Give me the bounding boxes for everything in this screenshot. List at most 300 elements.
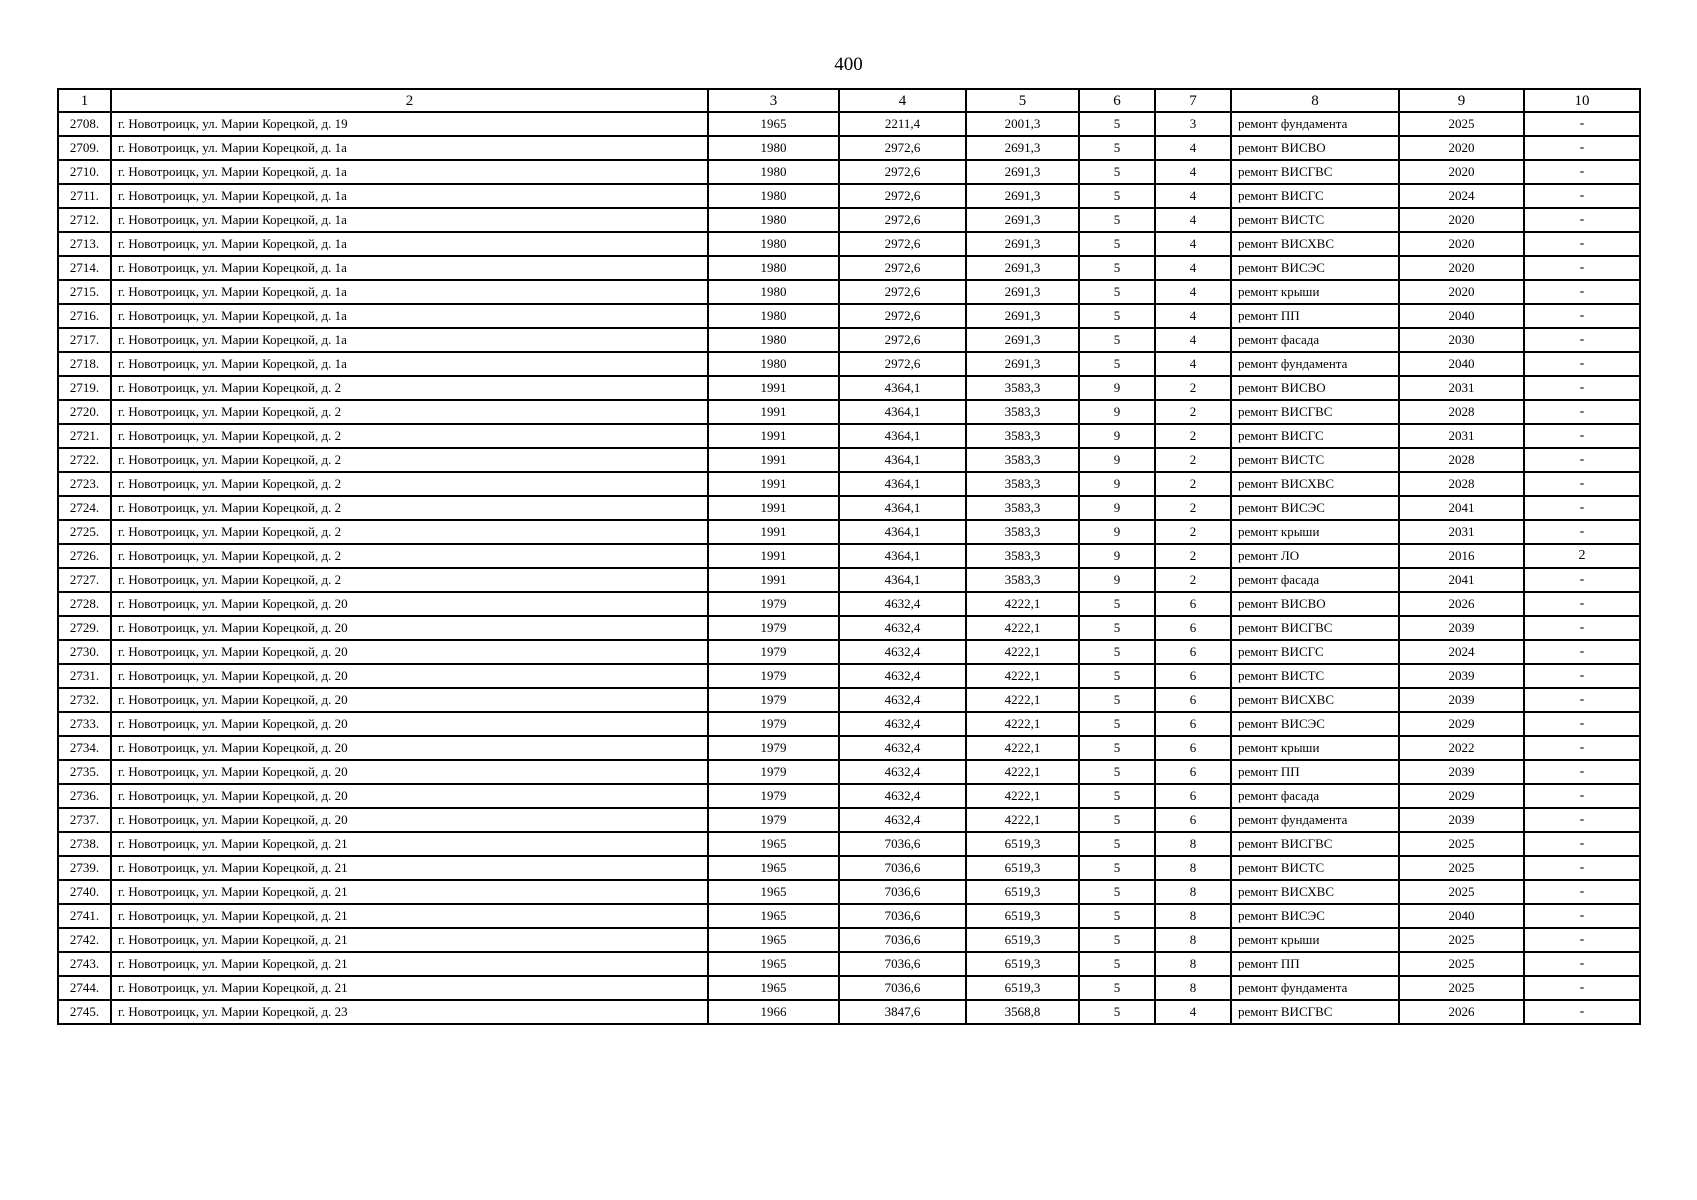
table-cell-col-3: 1980 (708, 328, 839, 352)
table-cell-col-8: ремонт ВИСХВС (1231, 472, 1399, 496)
table-cell-col-7: 6 (1155, 688, 1231, 712)
table-row (58, 448, 1640, 472)
table-cell-col-9: 2041 (1399, 568, 1524, 592)
table-cell-col-6: 5 (1079, 832, 1155, 856)
table-cell-col-4: 4364,1 (839, 448, 966, 472)
table-cell-col-1: 2738. (58, 832, 111, 856)
page-number: 400 (834, 54, 863, 75)
table-cell-col-3: 1980 (708, 184, 839, 208)
column-header-6: 6 (1079, 89, 1155, 112)
table-cell-col-10: - (1524, 760, 1640, 784)
table-cell-col-6: 9 (1079, 376, 1155, 400)
table-cell-col-10: - (1524, 376, 1640, 400)
table-cell-col-9: 2020 (1399, 160, 1524, 184)
table-cell-col-2: г. Новотроицк, ул. Марии Корецкой, д. 21 (111, 856, 708, 880)
table-cell-col-1: 2728. (58, 592, 111, 616)
table-cell-col-5: 6519,3 (966, 952, 1079, 976)
table-cell-col-4: 7036,6 (839, 928, 966, 952)
table-cell-col-5: 2691,3 (966, 184, 1079, 208)
table-cell-col-6: 5 (1079, 976, 1155, 1000)
table-cell-col-7: 4 (1155, 208, 1231, 232)
table-cell-col-3: 1980 (708, 304, 839, 328)
table-cell-col-5: 2691,3 (966, 352, 1079, 376)
table-cell-col-5: 6519,3 (966, 856, 1079, 880)
table-cell-col-2: г. Новотроицк, ул. Марии Корецкой, д. 2 (111, 568, 708, 592)
table-cell-col-10: - (1524, 256, 1640, 280)
table-cell-col-1: 2730. (58, 640, 111, 664)
table-cell-col-3: 1980 (708, 256, 839, 280)
table-row (58, 304, 1640, 328)
table-cell-col-2: г. Новотроицк, ул. Марии Корецкой, д. 1а (111, 328, 708, 352)
table-cell-col-3: 1991 (708, 376, 839, 400)
table-cell-col-6: 5 (1079, 232, 1155, 256)
table-cell-col-4: 4632,4 (839, 688, 966, 712)
table-cell-col-2: г. Новотроицк, ул. Марии Корецкой, д. 21 (111, 928, 708, 952)
table-cell-col-8: ремонт ВИСТС (1231, 448, 1399, 472)
table-cell-col-8: ремонт ВИСХВС (1231, 688, 1399, 712)
table-cell-col-2: г. Новотроицк, ул. Марии Корецкой, д. 19 (111, 112, 708, 136)
table-cell-col-1: 2714. (58, 256, 111, 280)
table-cell-col-10: - (1524, 736, 1640, 760)
table-cell-col-9: 2028 (1399, 472, 1524, 496)
table-cell-col-5: 6519,3 (966, 904, 1079, 928)
table-cell-col-3: 1979 (708, 640, 839, 664)
table-cell-col-10: - (1524, 304, 1640, 328)
table-cell-col-6: 5 (1079, 280, 1155, 304)
table-cell-col-8: ремонт ВИСГС (1231, 640, 1399, 664)
table-cell-col-1: 2739. (58, 856, 111, 880)
table-cell-col-6: 5 (1079, 784, 1155, 808)
table-cell-col-9: 2025 (1399, 928, 1524, 952)
table-cell-col-9: 2039 (1399, 760, 1524, 784)
table-row (58, 544, 1640, 568)
table-cell-col-6: 9 (1079, 568, 1155, 592)
table-cell-col-3: 1980 (708, 352, 839, 376)
table-row (58, 760, 1640, 784)
table-cell-col-9: 2040 (1399, 352, 1524, 376)
table-cell-col-1: 2716. (58, 304, 111, 328)
table-cell-col-4: 4364,1 (839, 400, 966, 424)
table-cell-col-2: г. Новотроицк, ул. Марии Корецкой, д. 1а (111, 352, 708, 376)
table-row (58, 832, 1640, 856)
table-cell-col-4: 7036,6 (839, 880, 966, 904)
column-header-8: 8 (1231, 89, 1399, 112)
table-cell-col-7: 8 (1155, 928, 1231, 952)
table-cell-col-10: - (1524, 496, 1640, 520)
table-cell-col-5: 3583,3 (966, 544, 1079, 568)
table-cell-col-3: 1966 (708, 1000, 839, 1024)
table-cell-col-6: 5 (1079, 112, 1155, 136)
table-cell-col-5: 4222,1 (966, 592, 1079, 616)
table-cell-col-4: 7036,6 (839, 976, 966, 1000)
table-cell-col-10: - (1524, 136, 1640, 160)
table-cell-col-6: 5 (1079, 304, 1155, 328)
table-row (58, 328, 1640, 352)
table-cell-col-8: ремонт ВИСТС (1231, 208, 1399, 232)
table-cell-col-5: 4222,1 (966, 640, 1079, 664)
table-cell-col-7: 6 (1155, 760, 1231, 784)
table-cell-col-10: - (1524, 784, 1640, 808)
column-header-10: 10 (1524, 89, 1640, 112)
table-cell-col-7: 8 (1155, 832, 1231, 856)
table-cell-col-3: 1965 (708, 856, 839, 880)
table-cell-col-1: 2727. (58, 568, 111, 592)
table-cell-col-8: ремонт ВИСГВС (1231, 160, 1399, 184)
table-cell-col-10: - (1524, 688, 1640, 712)
table-row (58, 952, 1640, 976)
table-cell-col-10: - (1524, 928, 1640, 952)
table-cell-col-8: ремонт крыши (1231, 280, 1399, 304)
table-cell-col-6: 5 (1079, 256, 1155, 280)
table-cell-col-5: 4222,1 (966, 616, 1079, 640)
header-row (58, 89, 1640, 112)
table-cell-col-10: - (1524, 952, 1640, 976)
table-cell-col-1: 2726. (58, 544, 111, 568)
table-cell-col-2: г. Новотроицк, ул. Марии Корецкой, д. 2 (111, 544, 708, 568)
table-cell-col-10: - (1524, 664, 1640, 688)
table-cell-col-1: 2715. (58, 280, 111, 304)
table-cell-col-8: ремонт фасада (1231, 328, 1399, 352)
table-cell-col-2: г. Новотроицк, ул. Марии Корецкой, д. 2 (111, 448, 708, 472)
table-cell-col-1: 2742. (58, 928, 111, 952)
table-cell-col-2: г. Новотроицк, ул. Марии Корецкой, д. 1а (111, 304, 708, 328)
table-cell-col-2: г. Новотроицк, ул. Марии Корецкой, д. 21 (111, 976, 708, 1000)
table-row (58, 400, 1640, 424)
table-row (58, 424, 1640, 448)
table-cell-col-4: 4632,4 (839, 592, 966, 616)
table-cell-col-6: 5 (1079, 616, 1155, 640)
table-cell-col-5: 2691,3 (966, 280, 1079, 304)
table-cell-col-9: 2026 (1399, 1000, 1524, 1024)
table-cell-col-8: ремонт крыши (1231, 736, 1399, 760)
table-cell-col-1: 2717. (58, 328, 111, 352)
table-cell-col-8: ремонт ВИСХВС (1231, 232, 1399, 256)
table-cell-col-8: ремонт фасада (1231, 784, 1399, 808)
table-cell-col-6: 9 (1079, 496, 1155, 520)
table-cell-col-8: ремонт ВИСЭС (1231, 256, 1399, 280)
table-cell-col-6: 5 (1079, 952, 1155, 976)
table-cell-col-5: 4222,1 (966, 712, 1079, 736)
table-cell-col-5: 3583,3 (966, 400, 1079, 424)
table-cell-col-2: г. Новотроицк, ул. Марии Корецкой, д. 1а (111, 208, 708, 232)
table-cell-col-3: 1979 (708, 592, 839, 616)
table-cell-col-1: 2731. (58, 664, 111, 688)
table-cell-col-9: 2041 (1399, 496, 1524, 520)
table-cell-col-6: 5 (1079, 640, 1155, 664)
table-cell-col-3: 1980 (708, 136, 839, 160)
table-cell-col-4: 4632,4 (839, 640, 966, 664)
table-cell-col-1: 2720. (58, 400, 111, 424)
table-cell-col-3: 1980 (708, 232, 839, 256)
table-cell-col-9: 2039 (1399, 808, 1524, 832)
table-cell-col-2: г. Новотроицк, ул. Марии Корецкой, д. 20 (111, 616, 708, 640)
table-cell-col-7: 4 (1155, 256, 1231, 280)
table-cell-col-3: 1991 (708, 496, 839, 520)
table-cell-col-9: 2022 (1399, 736, 1524, 760)
table-cell-col-4: 4364,1 (839, 496, 966, 520)
table-cell-col-9: 2039 (1399, 616, 1524, 640)
table-cell-col-3: 1979 (708, 784, 839, 808)
table-cell-col-8: ремонт фундамента (1231, 352, 1399, 376)
table-cell-col-8: ремонт ВИСГС (1231, 424, 1399, 448)
table-cell-col-9: 2020 (1399, 280, 1524, 304)
table-cell-col-2: г. Новотроицк, ул. Марии Корецкой, д. 21 (111, 952, 708, 976)
table-cell-col-1: 2744. (58, 976, 111, 1000)
table-cell-col-1: 2725. (58, 520, 111, 544)
table-row (58, 688, 1640, 712)
table-cell-col-1: 2741. (58, 904, 111, 928)
table-cell-col-8: ремонт ВИСГВС (1231, 1000, 1399, 1024)
table-cell-col-9: 2029 (1399, 712, 1524, 736)
table-cell-col-9: 2025 (1399, 952, 1524, 976)
table-cell-col-4: 7036,6 (839, 952, 966, 976)
table-cell-col-7: 6 (1155, 616, 1231, 640)
table-cell-col-10: - (1524, 232, 1640, 256)
table-cell-col-1: 2723. (58, 472, 111, 496)
table-cell-col-7: 4 (1155, 232, 1231, 256)
table-row (58, 184, 1640, 208)
table-cell-col-10: - (1524, 208, 1640, 232)
table-cell-col-2: г. Новотроицк, ул. Марии Корецкой, д. 2 (111, 424, 708, 448)
table-cell-col-5: 3568,8 (966, 1000, 1079, 1024)
table-cell-col-6: 5 (1079, 760, 1155, 784)
table-cell-col-5: 4222,1 (966, 760, 1079, 784)
table-cell-col-10: - (1524, 880, 1640, 904)
table-cell-col-6: 5 (1079, 928, 1155, 952)
table-cell-col-4: 7036,6 (839, 856, 966, 880)
table-cell-col-3: 1980 (708, 280, 839, 304)
table-cell-col-7: 4 (1155, 328, 1231, 352)
table-cell-col-2: г. Новотроицк, ул. Марии Корецкой, д. 2 (111, 400, 708, 424)
table-cell-col-9: 2031 (1399, 520, 1524, 544)
table-cell-col-7: 4 (1155, 136, 1231, 160)
table-cell-col-3: 1979 (708, 616, 839, 640)
table-cell-col-5: 2691,3 (966, 256, 1079, 280)
table-cell-col-10: - (1524, 616, 1640, 640)
table-cell-col-6: 9 (1079, 400, 1155, 424)
table-cell-col-3: 1965 (708, 832, 839, 856)
table-cell-col-9: 2030 (1399, 328, 1524, 352)
table-cell-col-9: 2040 (1399, 304, 1524, 328)
table-cell-col-3: 1980 (708, 160, 839, 184)
table-cell-col-2: г. Новотроицк, ул. Марии Корецкой, д. 21 (111, 904, 708, 928)
table-row (58, 568, 1640, 592)
table-cell-col-10: - (1524, 1000, 1640, 1024)
column-header-3: 3 (708, 89, 839, 112)
table-cell-col-2: г. Новотроицк, ул. Марии Корецкой, д. 1а (111, 136, 708, 160)
table-cell-col-6: 5 (1079, 736, 1155, 760)
column-header-7: 7 (1155, 89, 1231, 112)
table-cell-col-10: - (1524, 400, 1640, 424)
table-cell-col-7: 8 (1155, 904, 1231, 928)
table-cell-col-4: 2972,6 (839, 304, 966, 328)
table-cell-col-7: 2 (1155, 448, 1231, 472)
table-cell-col-3: 1979 (708, 688, 839, 712)
table-cell-col-2: г. Новотроицк, ул. Марии Корецкой, д. 20 (111, 640, 708, 664)
table-cell-col-7: 6 (1155, 784, 1231, 808)
table-cell-col-6: 5 (1079, 808, 1155, 832)
table-cell-col-6: 5 (1079, 712, 1155, 736)
table-cell-col-2: г. Новотроицк, ул. Марии Корецкой, д. 20 (111, 688, 708, 712)
table-cell-col-5: 2691,3 (966, 304, 1079, 328)
table-cell-col-2: г. Новотроицк, ул. Марии Корецкой, д. 20 (111, 664, 708, 688)
table-row (58, 880, 1640, 904)
table-cell-col-1: 2713. (58, 232, 111, 256)
table-cell-col-3: 1991 (708, 424, 839, 448)
table-cell-col-2: г. Новотроицк, ул. Марии Корецкой, д. 20 (111, 592, 708, 616)
table-cell-col-9: 2040 (1399, 904, 1524, 928)
table-cell-col-9: 2020 (1399, 256, 1524, 280)
table-row (58, 808, 1640, 832)
table-cell-col-9: 2025 (1399, 856, 1524, 880)
table-cell-col-4: 7036,6 (839, 904, 966, 928)
table-cell-col-7: 6 (1155, 712, 1231, 736)
table-cell-col-1: 2729. (58, 616, 111, 640)
table-cell-col-1: 2708. (58, 112, 111, 136)
table-cell-col-10: - (1524, 904, 1640, 928)
table-cell-col-10: - (1524, 160, 1640, 184)
table-cell-col-10: - (1524, 280, 1640, 304)
table-cell-col-4: 4632,4 (839, 808, 966, 832)
table-cell-col-7: 2 (1155, 376, 1231, 400)
table-cell-col-6: 5 (1079, 664, 1155, 688)
table-cell-col-5: 2691,3 (966, 232, 1079, 256)
table-cell-col-3: 1979 (708, 808, 839, 832)
table-cell-col-1: 2719. (58, 376, 111, 400)
table-cell-col-9: 2025 (1399, 832, 1524, 856)
table-cell-col-3: 1965 (708, 904, 839, 928)
table-cell-col-7: 8 (1155, 976, 1231, 1000)
table-cell-col-8: ремонт ВИСТС (1231, 856, 1399, 880)
table-cell-col-1: 2732. (58, 688, 111, 712)
table-cell-col-4: 4632,4 (839, 664, 966, 688)
table-cell-col-2: г. Новотроицк, ул. Марии Корецкой, д. 1а (111, 256, 708, 280)
table-row (58, 856, 1640, 880)
table-cell-col-9: 2020 (1399, 136, 1524, 160)
table-cell-col-6: 5 (1079, 328, 1155, 352)
table-cell-col-8: ремонт ВИСЭС (1231, 712, 1399, 736)
table-cell-col-7: 8 (1155, 880, 1231, 904)
table-cell-col-10: - (1524, 640, 1640, 664)
table-cell-col-8: ремонт фундамента (1231, 808, 1399, 832)
table-row (58, 520, 1640, 544)
column-header-5: 5 (966, 89, 1079, 112)
table-cell-col-5: 2691,3 (966, 160, 1079, 184)
table-cell-col-7: 2 (1155, 400, 1231, 424)
table-cell-col-4: 4632,4 (839, 616, 966, 640)
table-cell-col-4: 2972,6 (839, 136, 966, 160)
table-cell-col-9: 2028 (1399, 448, 1524, 472)
table-cell-col-4: 2972,6 (839, 184, 966, 208)
table-cell-col-4: 2972,6 (839, 280, 966, 304)
table-row (58, 1000, 1640, 1024)
table-cell-col-8: ремонт фундамента (1231, 112, 1399, 136)
table-row (58, 472, 1640, 496)
table-cell-col-10: - (1524, 328, 1640, 352)
table-cell-col-10: - (1524, 424, 1640, 448)
table-cell-col-6: 9 (1079, 544, 1155, 568)
table-cell-col-2: г. Новотроицк, ул. Марии Корецкой, д. 2 (111, 472, 708, 496)
table-cell-col-3: 1979 (708, 712, 839, 736)
table-cell-col-1: 2711. (58, 184, 111, 208)
table-cell-col-7: 6 (1155, 664, 1231, 688)
table-cell-col-1: 2710. (58, 160, 111, 184)
table-cell-col-5: 3583,3 (966, 568, 1079, 592)
table-cell-col-1: 2740. (58, 880, 111, 904)
table-row (58, 976, 1640, 1000)
table-cell-col-4: 7036,6 (839, 832, 966, 856)
table-cell-col-4: 4364,1 (839, 520, 966, 544)
table-cell-col-4: 4632,4 (839, 784, 966, 808)
table-cell-col-5: 4222,1 (966, 664, 1079, 688)
table-cell-col-10: - (1524, 976, 1640, 1000)
table-cell-col-1: 2721. (58, 424, 111, 448)
table-cell-col-9: 2020 (1399, 208, 1524, 232)
table-cell-col-9: 2039 (1399, 664, 1524, 688)
table-cell-col-4: 2972,6 (839, 208, 966, 232)
table-cell-col-6: 5 (1079, 856, 1155, 880)
table-cell-col-8: ремонт фасада (1231, 568, 1399, 592)
table-cell-col-9: 2028 (1399, 400, 1524, 424)
table-cell-col-8: ремонт ПП (1231, 952, 1399, 976)
table-cell-col-7: 4 (1155, 280, 1231, 304)
table-cell-col-3: 1965 (708, 112, 839, 136)
table-cell-col-10: 2 (1524, 544, 1640, 568)
table-cell-col-7: 2 (1155, 520, 1231, 544)
table-cell-col-8: ремонт ВИСЭС (1231, 904, 1399, 928)
table-cell-col-4: 2972,6 (839, 232, 966, 256)
table-cell-col-2: г. Новотроицк, ул. Марии Корецкой, д. 21 (111, 880, 708, 904)
table-cell-col-9: 2024 (1399, 184, 1524, 208)
table-cell-col-9: 2025 (1399, 880, 1524, 904)
table-cell-col-1: 2722. (58, 448, 111, 472)
table-cell-col-1: 2712. (58, 208, 111, 232)
table-cell-col-6: 9 (1079, 520, 1155, 544)
table-cell-col-9: 2024 (1399, 640, 1524, 664)
table-cell-col-6: 9 (1079, 424, 1155, 448)
table-cell-col-4: 2211,4 (839, 112, 966, 136)
table-cell-col-6: 5 (1079, 136, 1155, 160)
table-cell-col-4: 2972,6 (839, 256, 966, 280)
table-cell-col-5: 3583,3 (966, 520, 1079, 544)
table-row (58, 280, 1640, 304)
table-cell-col-7: 6 (1155, 736, 1231, 760)
table-cell-col-10: - (1524, 808, 1640, 832)
table-cell-col-7: 6 (1155, 592, 1231, 616)
table-cell-col-5: 4222,1 (966, 808, 1079, 832)
table-cell-col-5: 6519,3 (966, 976, 1079, 1000)
table-cell-col-6: 5 (1079, 592, 1155, 616)
table-cell-col-3: 1991 (708, 400, 839, 424)
table-cell-col-3: 1979 (708, 760, 839, 784)
table-cell-col-8: ремонт ЛО (1231, 544, 1399, 568)
table-cell-col-5: 6519,3 (966, 928, 1079, 952)
table-cell-col-2: г. Новотроицк, ул. Марии Корецкой, д. 23 (111, 1000, 708, 1024)
table-cell-col-2: г. Новотроицк, ул. Марии Корецкой, д. 20 (111, 808, 708, 832)
column-header-2: 2 (111, 89, 708, 112)
table-cell-col-5: 3583,3 (966, 424, 1079, 448)
column-header-4: 4 (839, 89, 966, 112)
table-cell-col-3: 1991 (708, 472, 839, 496)
table-cell-col-5: 3583,3 (966, 448, 1079, 472)
table-cell-col-6: 9 (1079, 472, 1155, 496)
table-cell-col-8: ремонт фундамента (1231, 976, 1399, 1000)
registry-table (57, 88, 1641, 1025)
table-cell-col-2: г. Новотроицк, ул. Марии Корецкой, д. 1а (111, 280, 708, 304)
table-cell-col-4: 4632,4 (839, 760, 966, 784)
table-cell-col-7: 4 (1155, 184, 1231, 208)
table-cell-col-4: 4364,1 (839, 424, 966, 448)
